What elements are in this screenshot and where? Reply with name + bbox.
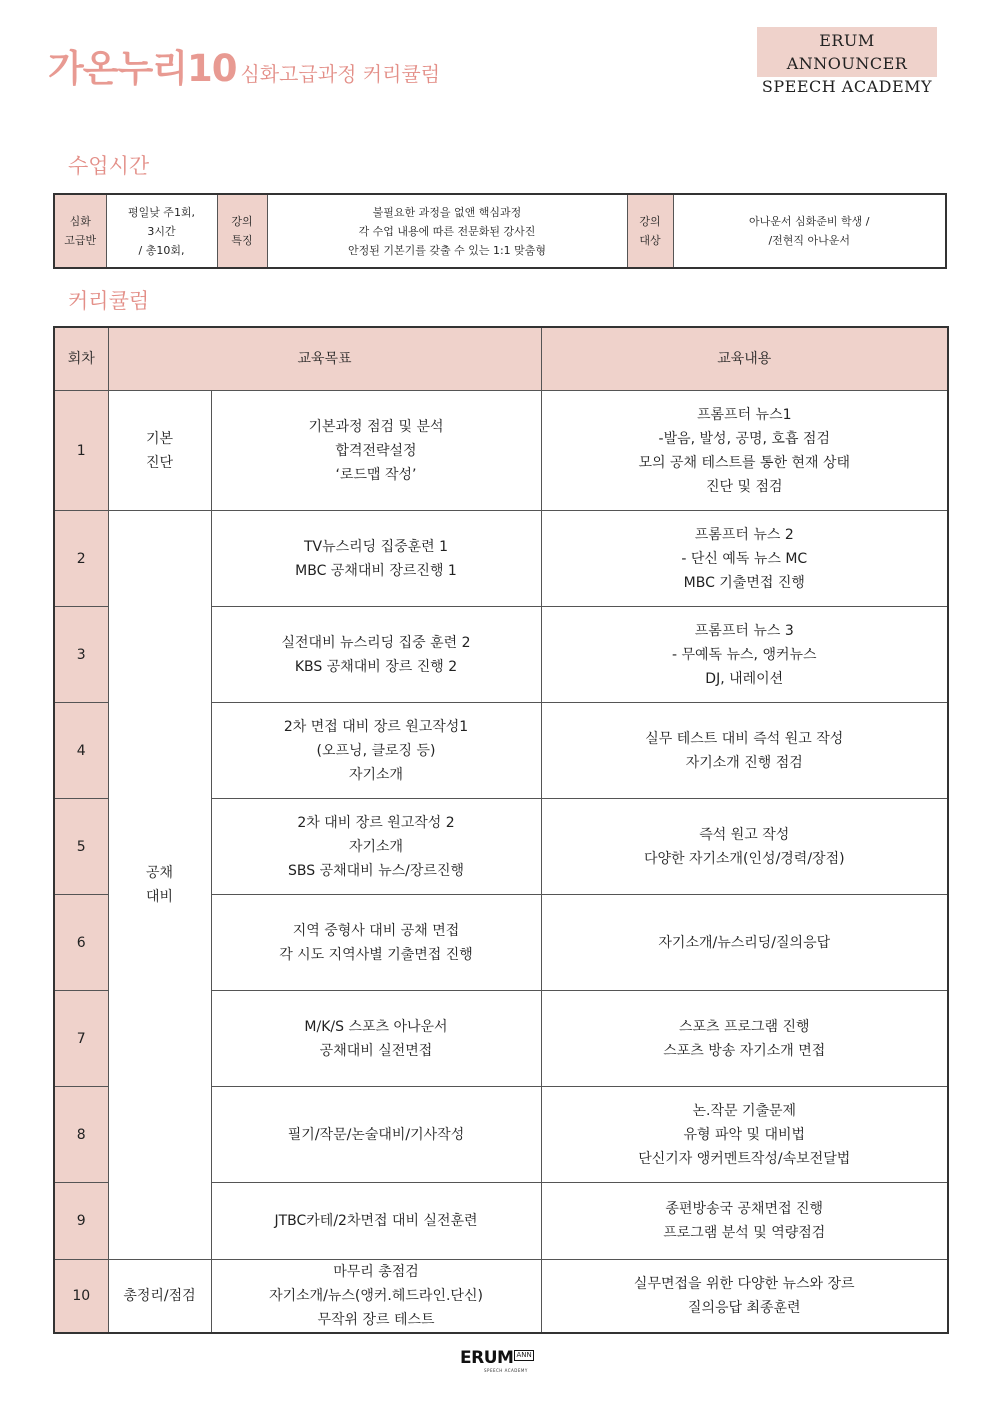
goal-cell: 2차 면접 대비 장르 원고작성1 (오프닝, 클로징 등) 자기소개 [211, 703, 541, 799]
feature-label-cell: 강의 특징 [217, 194, 267, 268]
goal-cell: 기본과정 점검 및 분석 합격전략설정 ‘로드맵 작성’ [211, 391, 541, 511]
content-cell: 프롬프터 뉴스1 -발음, 발성, 공명, 호흡 점검 모의 공채 테스트를 통한 현재 상태 진단 및 점검 [541, 391, 948, 511]
content-cell: 종편방송국 공채면접 진행 프로그램 분석 및 역량점검 [541, 1183, 948, 1260]
feature-text-cell: 불필요한 과정을 없앤 핵심과정 각 수업 내용에 따른 전문화된 강사진 안정된 기본기를 갖출 수 있는 1:1 맞춤형 [267, 194, 627, 268]
table-row [54, 391, 948, 511]
round-cell: 5 [54, 799, 108, 895]
content-cell: 스포츠 프로그램 진행 스포츠 방송 자기소개 면접 [541, 991, 948, 1087]
content-cell: 프롬프터 뉴스 3 - 무예독 뉴스, 앵커뉴스 DJ, 내레이션 [541, 607, 948, 703]
logo-tag: SPEECH ACADEMY [484, 1368, 528, 1373]
schedule-cell: 평일낮 주1회, 3시간 / 총10회, [106, 194, 217, 268]
goal-cell: 2차 대비 장르 원고작성 2 자기소개 SBS 공채대비 뉴스/장르진행 [211, 799, 541, 895]
class-info-table [53, 193, 947, 269]
target-label-cell: 강의 대상 [627, 194, 673, 268]
table-row [54, 1260, 948, 1334]
badge-line-1: ERUM ANNOUNCER [786, 31, 908, 73]
content-cell: 실무 테스트 대비 즉석 원고 작성 자기소개 진행 점검 [541, 703, 948, 799]
badge-line-2: SPEECH ACADEMY [761, 77, 933, 96]
group-final-cell: 총정리/점검 [108, 1260, 211, 1334]
round-cell: 4 [54, 703, 108, 799]
goal-cell: M/K/S 스포츠 아나운서 공채대비 실전면접 [211, 991, 541, 1087]
section-curriculum: 커리큘럼 [68, 289, 150, 313]
curriculum-header-row [54, 327, 948, 391]
header-goal: 교육목표 [108, 327, 541, 391]
target-text-cell: 아나운서 심화준비 학생 / /전현직 아나운서 [673, 194, 946, 268]
header-content: 교육내용 [541, 327, 948, 391]
content-cell: 실무면접을 위한 다양한 뉴스와 장르 질의응답 최종훈련 [541, 1260, 948, 1334]
goal-cell: 마무리 총점검 자기소개/뉴스(앵커.헤드라인.단신) 무작위 장르 테스트 [211, 1260, 541, 1334]
curriculum-table [53, 326, 949, 1334]
round-cell: 1 [54, 391, 108, 511]
round-cell: 7 [54, 991, 108, 1087]
goal-cell: TV뉴스리딩 집중훈련 1 MBC 공채대비 장르진행 1 [211, 511, 541, 607]
table-row [54, 511, 948, 607]
goal-cell: 지역 중형사 대비 공채 면접 각 시도 지역사별 기출면접 진행 [211, 895, 541, 991]
title-sub: 심화고급과정 커리큘럼 [240, 62, 441, 86]
content-cell: 논.작문 기출문제 유형 파악 및 대비법 단신기자 앵커멘트작성/속보전달법 [541, 1087, 948, 1183]
goal-cell: 실전대비 뉴스리딩 집중 훈련 2 KBS 공채대비 장르 진행 2 [211, 607, 541, 703]
page-title [48, 38, 440, 92]
logo-box: ANN [516, 1351, 532, 1359]
content-cell: 자기소개/뉴스리딩/질의응답 [541, 895, 948, 991]
round-cell: 8 [54, 1087, 108, 1183]
logo-main: ERUM [460, 1348, 514, 1368]
round-cell: 10 [54, 1260, 108, 1334]
goal-cell: JTBC카테/2차면접 대비 실전훈련 [211, 1183, 541, 1260]
section-class-time: 수업시간 [68, 154, 150, 178]
round-cell: 6 [54, 895, 108, 991]
round-cell: 9 [54, 1183, 108, 1260]
title-main: 가온누리10 [48, 47, 237, 90]
content-cell: 즉석 원고 작성 다양한 자기소개(인성/경력/장점) [541, 799, 948, 895]
header-round: 회차 [54, 327, 108, 391]
round-cell: 2 [54, 511, 108, 607]
goal-cell: 필기/작문/논술대비/기사작성 [211, 1087, 541, 1183]
academy-badge [757, 27, 937, 96]
footer-logo [460, 1348, 534, 1373]
group-prep-cell: 공채 대비 [108, 511, 211, 1260]
group-basic-cell: 기본 진단 [108, 391, 211, 511]
content-cell: 프롬프터 뉴스 2 - 단신 예독 뉴스 MC MBC 기출면접 진행 [541, 511, 948, 607]
course-label-cell: 심화 고급반 [54, 194, 106, 268]
round-cell: 3 [54, 607, 108, 703]
